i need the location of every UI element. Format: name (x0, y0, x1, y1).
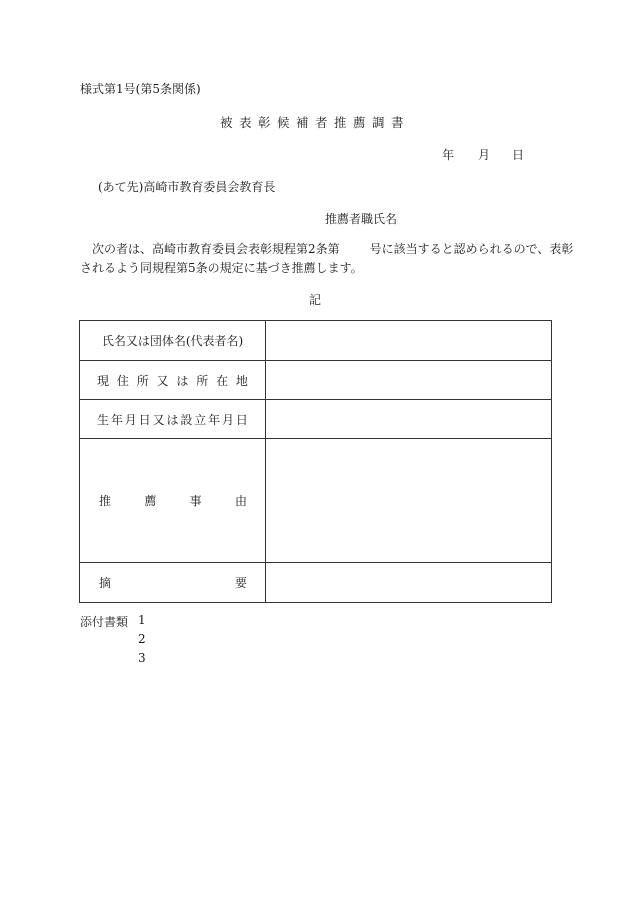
row-address (80, 361, 552, 400)
address-char: 在 (216, 373, 229, 388)
reason-char: 由 (234, 494, 247, 508)
row-reason (80, 439, 552, 563)
date-month-label: 月 (478, 148, 491, 162)
body-line-1b: 号に該当すると認められるので、表彰 (369, 242, 574, 256)
birth-char: 又 (152, 412, 165, 427)
date-day-label: 日 (512, 148, 525, 162)
summary-label-cell (80, 563, 266, 603)
row-name (80, 321, 552, 361)
reason-label (80, 492, 265, 509)
birth-char: 生 (97, 412, 110, 427)
summary-char: 要 (234, 576, 247, 590)
recommendation-table (79, 320, 552, 603)
birth-char: 日 (138, 412, 151, 427)
address-char: 所 (196, 373, 209, 388)
attachment-item-2: 2 (138, 632, 146, 646)
reason-char: 推 (99, 494, 112, 508)
attachment-item-1: 1 (138, 613, 146, 627)
birth-value-cell[interactable] (266, 400, 552, 439)
address-char: 現 (97, 373, 110, 388)
address-char: は (176, 373, 189, 388)
address-char: 住 (116, 373, 129, 388)
birth-char: は (166, 412, 179, 427)
body-line-1a: 次の者は、高崎市教育委員会表彰規程第2条第 (92, 242, 340, 256)
row-birth (80, 400, 552, 439)
body-line-2: されるよう同規程第5条の規定に基づき推薦します。 (80, 261, 363, 275)
summary-char: 摘 (99, 576, 112, 590)
birth-char: 日 (235, 412, 248, 427)
document-title: 被表彰候補者推薦調書 (219, 115, 410, 130)
reason-label-cell (80, 439, 266, 563)
form-number: 様式第1号(第5条関係) (80, 82, 201, 96)
name-label: 氏名又は団体名(代表者名) (101, 334, 244, 348)
birth-char: 立 (194, 412, 207, 427)
attachments-label: 添付書類 (80, 615, 129, 629)
address-value-cell[interactable] (266, 361, 552, 400)
summary-value-cell[interactable] (266, 563, 552, 603)
address-char: 又 (156, 373, 169, 388)
birth-char: 年 (110, 412, 123, 427)
reason-char: 事 (189, 494, 202, 508)
birth-char: 月 (124, 412, 137, 427)
birth-char: 月 (222, 412, 235, 427)
attachment-item-3: 3 (138, 651, 146, 665)
address-char: 所 (136, 373, 149, 388)
date-year-label: 年 (442, 148, 455, 162)
address-label-cell (80, 361, 266, 400)
name-value-cell[interactable] (266, 321, 552, 361)
birth-label (80, 411, 265, 428)
note-heading: 記 (308, 293, 321, 307)
addressee: (あて先)高崎市教育委員会教育長 (98, 180, 276, 194)
birth-char: 年 (208, 412, 221, 427)
address-label (80, 372, 265, 389)
name-label-cell (80, 321, 266, 361)
reason-char: 薦 (144, 494, 157, 508)
reason-value-cell[interactable] (266, 439, 552, 563)
birth-label-cell (80, 400, 266, 439)
birth-char: 設 (180, 412, 193, 427)
row-summary (80, 563, 552, 603)
recommender-label: 推薦者職氏名 (325, 212, 398, 226)
summary-label (80, 574, 265, 591)
address-char: 地 (235, 373, 248, 388)
body-line-1 (92, 240, 573, 257)
